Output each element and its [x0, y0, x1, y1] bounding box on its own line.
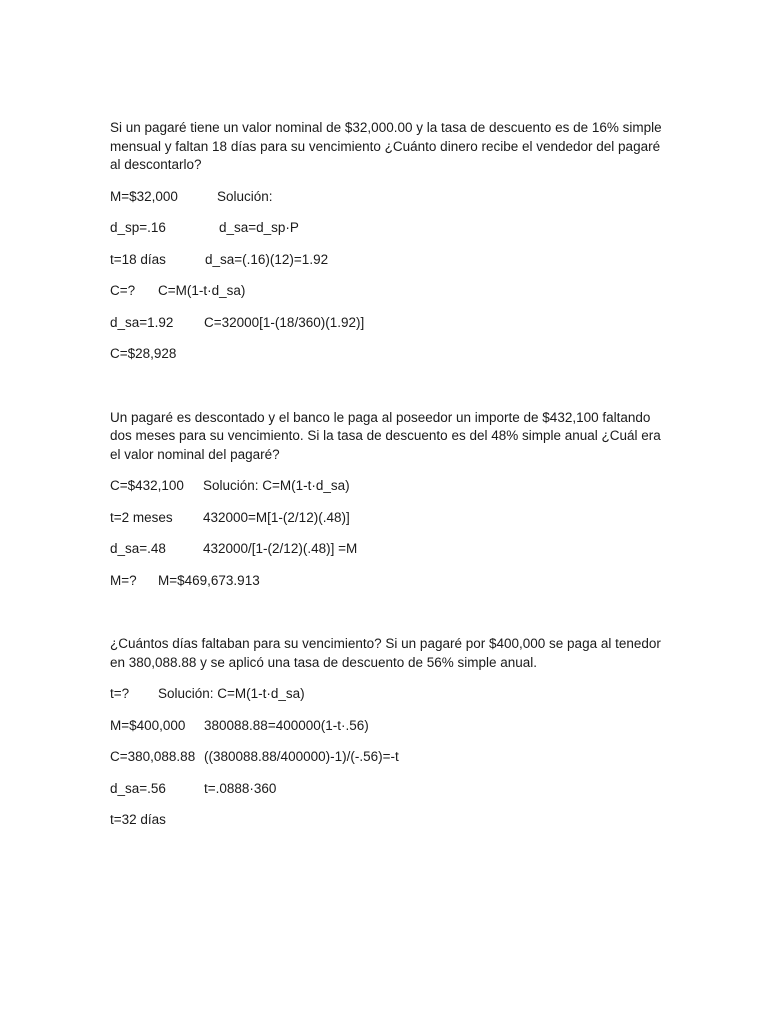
- problem-1-statement: Si un pagaré tiene un valor nominal de $32,000.00 y la tasa de descuento es de 16% simple mensual y faltan 18 días para su vencimiento ¿Cuánto dinero recibe el vendedor del pagaré al descontarlo?: [110, 120, 662, 172]
- given-value: t=18 días: [110, 251, 166, 267]
- problem-2-statement: Un pagaré es descontado y el banco le paga al poseedor un importe de $432,100 faltando dos meses para su vencimiento. Si la tasa de descuento es del 48% simple anual ¿Cuál era el valor nominal del pagaré?: [110, 409, 661, 462]
- solution-step: Solución:: [217, 188, 273, 204]
- given-value: C=?: [110, 283, 136, 298]
- problem-1-line-3: [110, 251, 670, 270]
- given-value: d_sa=1.92: [110, 314, 174, 330]
- given-value: d_sa=.56: [110, 780, 166, 796]
- given-value: d_sp=.16: [110, 220, 166, 235]
- problem-3-line-2: [110, 717, 670, 736]
- solution-step: d_sa=d_sp·P: [219, 220, 299, 235]
- given-value: d_sa=.48: [110, 541, 166, 556]
- problem-3-line-1: [110, 685, 670, 704]
- final-answer: t=32 días: [110, 812, 166, 827]
- solution-step: C=32000[1-(18/360)(1.92)]: [204, 314, 365, 330]
- given-value: t=2 meses: [110, 509, 173, 525]
- problem-2-line-1: [110, 477, 670, 496]
- problem-1: [110, 119, 670, 364]
- solution-step: 432000=M[1-(2/12)(.48)]: [203, 509, 350, 525]
- problem-1-line-4: [110, 282, 670, 301]
- solution-step: Solución: C=M(1-t·d_sa): [203, 478, 350, 493]
- problem-1-line-2: [110, 219, 670, 238]
- solution-step: ((380088.88/400000)-1)/(-.56)=-t: [204, 749, 399, 764]
- given-value: M=?: [110, 572, 137, 588]
- problem-2: [110, 409, 670, 591]
- problem-3-statement: ¿Cuántos días faltaban para su vencimiento? Si un pagaré por $400,000 se paga al tenedor en 380,088.88 y se aplicó una tasa de descuento de 56% simple anual.: [110, 636, 661, 670]
- solution-step: t=.0888·360: [204, 780, 277, 796]
- problem-3-line-5: [110, 811, 670, 830]
- problem-3-line-4: [110, 780, 670, 799]
- problem-1-line-1: [110, 188, 670, 207]
- problem-2-line-3: [110, 540, 670, 559]
- given-value: C=$432,100: [110, 478, 184, 493]
- solution-step: 432000/[1-(2/12)(.48)] =M: [203, 541, 358, 556]
- problem-1-line-5: [110, 314, 670, 333]
- final-answer: M=$469,673.913: [158, 572, 260, 588]
- solution-step: d_sa=(.16)(12)=1.92: [205, 251, 329, 267]
- solution-step: C=M(1-t·d_sa): [158, 283, 246, 298]
- solution-step: Solución: C=M(1-t·d_sa): [158, 686, 305, 701]
- solution-step: 380088.88=400000(1-t·.56): [204, 717, 369, 733]
- problem-3: [110, 635, 670, 830]
- final-answer: C=$28,928: [110, 346, 177, 361]
- problem-3-line-3: [110, 748, 670, 767]
- given-value: M=$32,000: [110, 188, 178, 204]
- given-value: t=?: [110, 686, 130, 701]
- problem-2-line-4: [110, 572, 670, 591]
- problem-2-line-2: [110, 509, 670, 528]
- given-value: M=$400,000: [110, 717, 186, 733]
- document-content: [110, 119, 670, 830]
- problem-1-line-6: [110, 345, 670, 364]
- given-value: C=380,088.88: [110, 749, 196, 764]
